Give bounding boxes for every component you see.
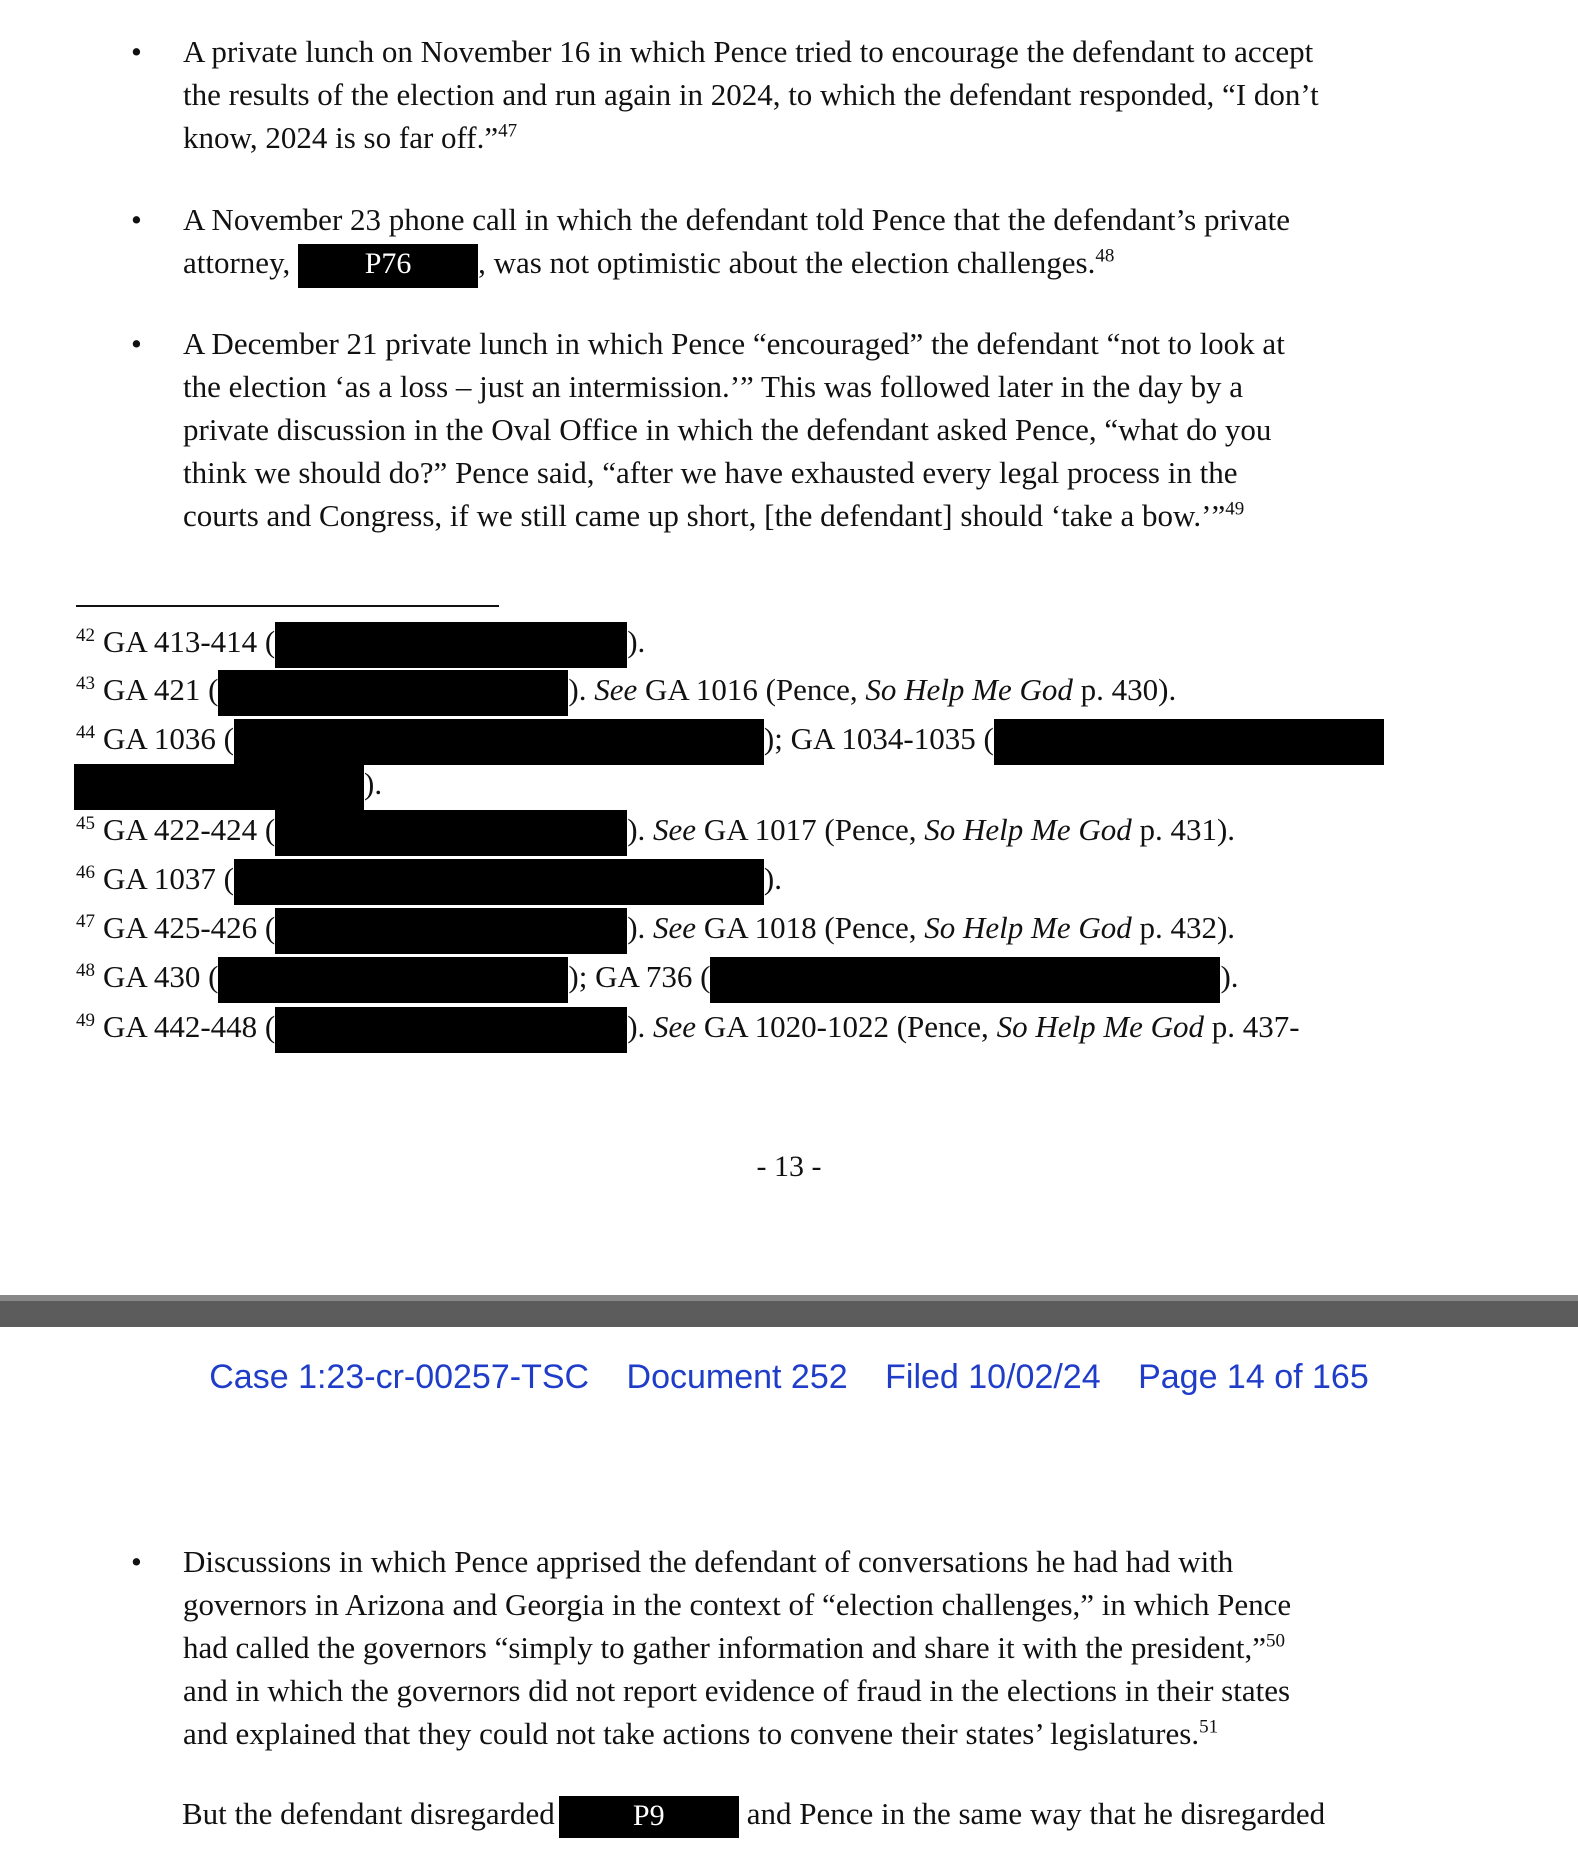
text-line: private discussion in the Oval Office in which the defendant asked Pence, “what do you (183, 412, 1272, 447)
page-number: - 13 - (756, 1150, 822, 1183)
redaction-box (994, 719, 1384, 765)
footnote-cite: GA 1016 (Pence, (637, 672, 866, 707)
footnote-ref-text: GA 430 (103, 959, 201, 994)
footnote-cite: GA 1018 (Pence, (696, 910, 925, 945)
redaction-box (559, 1796, 739, 1838)
see-signal: See (653, 812, 697, 847)
footnote-page: p. 432). (1131, 910, 1236, 945)
text-segment: had called the governors “simply to gather information and share it with the president,” (183, 1630, 1266, 1665)
page-count: Page 14 of 165 (1138, 1358, 1369, 1396)
footnote-page: p. 430). (1072, 672, 1177, 707)
footnote-text: ); GA 736 (568, 959, 693, 994)
redaction-box (74, 764, 364, 810)
footnote-text: ). (627, 1009, 646, 1044)
footnote-number: 44 (76, 721, 95, 743)
redaction-label: P9 (632, 1798, 665, 1832)
footnote-ref[interactable]: 49 (1225, 498, 1245, 520)
bullet-text (183, 198, 1451, 288)
text-line: governors in Arizona and Georgia in the context of “election challenges,” in which Pence (183, 1587, 1292, 1622)
redaction-box (275, 810, 627, 856)
redaction-box (275, 1007, 627, 1053)
text-line (183, 494, 1451, 537)
book-title: So Help Me God (865, 672, 1073, 707)
footnote-cite: GA 1017 (Pence, (696, 812, 925, 847)
footnote-cite: GA 1020-1022 (Pence, (696, 1009, 997, 1044)
footnote-separator (76, 605, 499, 607)
redaction-box (234, 859, 764, 905)
footnote-44-continued (74, 762, 382, 810)
footnote-42: $^{42}$ GA 413-414 ( ). (76, 620, 645, 668)
footnote-text: ). (627, 624, 646, 659)
footnote-48: $^{48}$ GA 430 ( ); GA 736 ( ). (76, 955, 1239, 1003)
text-segment: and explained that they could not take actions to convene their states’ legislatures. (183, 1716, 1200, 1751)
footnote-text: ). (568, 672, 587, 707)
footnote-text: ). (763, 861, 782, 896)
document-number: Document 252 (626, 1358, 848, 1396)
redaction-box (218, 670, 568, 716)
book-title: So Help Me God (924, 812, 1132, 847)
footnote-ref-text: GA 413-414 (103, 624, 258, 659)
text-line (183, 1626, 1451, 1669)
redaction-box (275, 908, 627, 954)
redaction-box (710, 957, 1220, 1003)
footnote-ref-text: GA 421 (103, 672, 201, 707)
text-line: know, 2024 is so far off.” (183, 120, 499, 155)
bullet-dot: • (131, 1544, 142, 1579)
bullet-dot: • (131, 326, 142, 361)
footnote-number: 49 (76, 1009, 95, 1031)
text-line (183, 116, 1451, 159)
footnote-text: ); GA 1034-1035 (763, 721, 976, 756)
text-segment: and Pence in the same way that he disregarded (746, 1796, 1326, 1831)
footnote-page: p. 431). (1131, 812, 1236, 847)
text-line: think we should do?” Pence said, “after we have exhausted every legal process in the (183, 455, 1238, 490)
footnote-text: ). (364, 766, 383, 801)
text-line: the results of the election and run again in 2024, to which the defendant responded, “I don’t (183, 77, 1319, 112)
footnote-ref[interactable]: 51 (1199, 1716, 1219, 1738)
footnote-number: 47 (76, 910, 95, 932)
text-line: A November 23 phone call in which the defendant told Pence that the defendant’s private (183, 202, 1291, 237)
footnote-ref-text: GA 1037 (103, 861, 216, 896)
case-header (0, 1358, 1578, 1397)
see-signal: See (594, 672, 638, 707)
footnote-ref-text: GA 422-424 (103, 812, 258, 847)
bullet-text (183, 30, 1451, 159)
footnote-ref-text: GA 425-426 (103, 910, 258, 945)
redaction-box (218, 957, 568, 1003)
bullet-text (183, 322, 1451, 537)
book-title: So Help Me God (924, 910, 1132, 945)
redaction-label: P76 (364, 246, 412, 280)
footnote-ref[interactable]: 47 (498, 120, 518, 142)
page-divider-highlight (0, 1295, 1578, 1301)
footnote-46: $^{46}$ GA 1037 ( ). (76, 857, 782, 905)
text-line (183, 241, 1451, 288)
footnote-47: $^{47}$ GA 425-426 ( ). See GA 1018 (Pence, So Help Me God p. 432). (76, 906, 1235, 954)
bullet-text (183, 1540, 1451, 1755)
footnote-number: 43 (76, 672, 95, 694)
redaction-box (298, 244, 478, 288)
case-number: Case 1:23-cr-00257-TSC (209, 1358, 590, 1396)
footnote-45: $^{45}$ GA 422-424 ( ). See GA 1017 (Pence, So Help Me God p. 431). (76, 808, 1235, 856)
bullet-dot: • (131, 34, 142, 69)
footnote-44: $^{44}$ GA 1036 ( ); GA 1034-1035 ( (76, 717, 1384, 765)
text-line: the election ‘as a loss – just an intermission.’” This was followed later in the day by a (183, 369, 1244, 404)
text-line (183, 1712, 1451, 1755)
footnote-text: ). (1220, 959, 1239, 994)
footnote-ref-text: GA 442-448 (103, 1009, 258, 1044)
text-segment: , was not optimistic about the election challenges. (478, 245, 1096, 280)
footnote-number: 48 (76, 959, 95, 981)
text-line: Discussions in which Pence apprised the defendant of conversations he had had with (183, 1544, 1234, 1579)
see-signal: See (653, 1009, 697, 1044)
text-segment: But the defendant disregarded (182, 1796, 555, 1831)
footnote-ref[interactable]: 50 (1265, 1630, 1285, 1652)
footnote-text: ). (627, 910, 646, 945)
footnote-49: $^{49}$ GA 442-448 ( ). See GA 1020-1022 (Pence, So Help Me God p. 437- (76, 1005, 1300, 1053)
footnote-page: p. 437- (1204, 1009, 1300, 1044)
footnote-number: 45 (76, 812, 95, 834)
footnote-number: 46 (76, 861, 95, 883)
text-line: A December 21 private lunch in which Pence “encouraged” the defendant “not to look at (183, 326, 1285, 361)
footnote-43: $^{43}$ GA 421 ( ). See GA 1016 (Pence, So Help Me God p. 430). (76, 668, 1176, 716)
filed-date: Filed 10/02/24 (885, 1358, 1101, 1396)
text-line: and in which the governors did not report evidence of fraud in the elections in their states (183, 1673, 1291, 1708)
text-segment: attorney, (183, 245, 291, 280)
redaction-box (275, 622, 627, 668)
footnote-text: ). (627, 812, 646, 847)
footnote-ref-text: GA 1036 (103, 721, 216, 756)
bullet-dot: • (131, 202, 142, 237)
footnote-ref[interactable]: 48 (1095, 245, 1115, 267)
body-paragraph (182, 1792, 1450, 1838)
see-signal: See (653, 910, 697, 945)
footnote-number: 42 (76, 624, 95, 646)
text-segment: courts and Congress, if we still came up short, [the defendant] should ‘take a bow.’” (183, 498, 1226, 533)
text-line: A private lunch on November 16 in which Pence tried to encourage the defendant to accept (183, 34, 1314, 69)
redaction-box (234, 719, 764, 765)
book-title: So Help Me God (996, 1009, 1205, 1044)
